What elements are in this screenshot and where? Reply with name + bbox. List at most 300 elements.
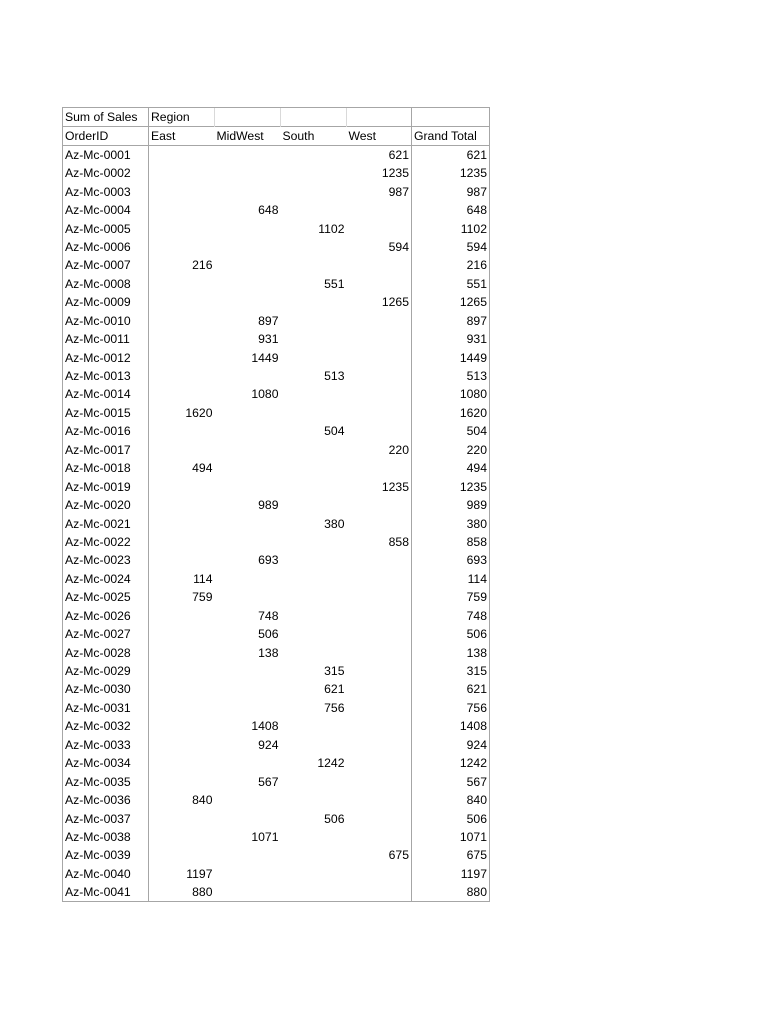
grand-total-cell[interactable]: 220 [412,441,490,459]
south-value-cell[interactable] [281,533,347,551]
table-row [63,293,490,311]
table-row [63,275,490,293]
midwest-value-cell[interactable]: 693 [258,553,279,568]
midwest-value-cell[interactable]: 1408 [251,719,279,734]
grand-total-cell[interactable]: 1242 [412,754,490,772]
table-row [63,717,490,735]
order-id-cell[interactable]: Az-Mc-0025 [63,588,149,606]
grand-total-cell[interactable]: 315 [412,662,490,680]
order-id-cell[interactable]: Az-Mc-0010 [63,312,149,330]
south-value-cell[interactable] [281,791,347,809]
order-id-cell[interactable]: Az-Mc-0013 [63,367,149,385]
south-value-cell[interactable] [281,182,347,200]
south-value-cell[interactable] [281,477,347,495]
midwest-value-cell[interactable] [215,662,281,680]
table-row [63,643,490,661]
east-value-cell[interactable] [149,146,215,165]
south-value-cell[interactable] [281,883,347,902]
east-value-cell[interactable] [149,275,215,293]
order-id-cell[interactable]: Az-Mc-0017 [63,441,149,459]
west-value-cell[interactable] [347,680,412,698]
east-value-cell[interactable] [149,441,215,459]
grand-total-cell[interactable]: 551 [412,275,490,293]
east-value-cell[interactable] [149,717,215,735]
table-row [63,625,490,643]
grand-total-cell[interactable]: 504 [412,422,490,440]
east-value-cell[interactable] [149,477,215,495]
order-id-cell[interactable]: Az-Mc-0006 [63,238,149,256]
west-value-cell[interactable] [347,330,412,348]
grand-total-cell[interactable]: 621 [412,146,490,165]
south-value-cell[interactable] [281,293,347,311]
east-value-cell[interactable] [149,643,215,661]
grand-total-cell[interactable]: 567 [412,772,490,790]
order-id-cell[interactable]: Az-Mc-0023 [63,551,149,569]
order-id-cell[interactable]: Az-Mc-0015 [63,404,149,422]
header-blank-cell [281,108,347,127]
west-value-cell[interactable] [347,662,412,680]
east-value-cell[interactable] [149,312,215,330]
east-value-cell[interactable] [149,772,215,790]
order-id-cell[interactable]: Az-Mc-0005 [63,219,149,237]
south-value-cell[interactable] [281,238,347,256]
table-row [63,588,490,606]
order-id-cell[interactable]: Az-Mc-0009 [63,293,149,311]
table-row [63,754,490,772]
south-value-cell[interactable] [281,164,347,182]
grand-total-cell[interactable]: 693 [412,551,490,569]
midwest-value-cell[interactable] [215,441,281,459]
grand-total-cell[interactable]: 1408 [412,717,490,735]
order-id-cell[interactable]: Az-Mc-0041 [63,883,149,902]
east-value-cell[interactable] [149,182,215,200]
table-row [63,201,490,219]
east-value-cell[interactable] [149,809,215,827]
table-row [63,846,490,864]
order-id-cell[interactable]: Az-Mc-0028 [63,643,149,661]
midwest-value-cell[interactable]: 1080 [251,387,279,402]
pivot-header-row-2 [63,127,490,146]
west-value-cell[interactable] [347,717,412,735]
grand-total-cell[interactable]: 748 [412,607,490,625]
order-id-cell[interactable]: Az-Mc-0036 [63,791,149,809]
table-row [63,772,490,790]
east-value-cell[interactable] [149,533,215,551]
table-row [63,865,490,883]
midwest-value-cell[interactable] [215,680,281,698]
west-value-cell[interactable]: 594 [388,239,409,254]
midwest-value-cell[interactable] [215,238,281,256]
table-row [63,809,490,827]
south-value-cell[interactable] [281,256,347,274]
grand-total-cell[interactable]: 621 [412,680,490,698]
west-value-cell[interactable]: 1265 [381,295,409,310]
table-row [63,662,490,680]
midwest-value-cell[interactable] [215,883,281,902]
west-value-cell[interactable] [347,422,412,440]
midwest-value-cell[interactable] [215,533,281,551]
order-id-cell[interactable]: Az-Mc-0019 [63,477,149,495]
south-value-cell[interactable] [281,312,347,330]
west-value-cell[interactable] [347,643,412,661]
south-value-cell[interactable] [281,551,347,569]
order-id-cell[interactable]: Az-Mc-0031 [63,699,149,717]
order-id-cell[interactable]: Az-Mc-0034 [63,754,149,772]
west-value-cell[interactable] [347,219,412,237]
midwest-value-cell[interactable] [215,404,281,422]
east-value-cell[interactable] [149,828,215,846]
west-value-cell[interactable] [347,736,412,754]
order-id-cell[interactable]: Az-Mc-0003 [63,182,149,200]
east-value-cell[interactable] [149,736,215,754]
east-value-cell[interactable] [149,607,215,625]
grand-total-cell[interactable]: 380 [412,514,490,532]
header-blank-cell [215,108,281,127]
midwest-value-cell[interactable] [215,275,281,293]
column-header-midwest[interactable]: MidWest [215,127,281,146]
order-id-cell[interactable]: Az-Mc-0030 [63,680,149,698]
order-id-cell[interactable]: Az-Mc-0020 [63,496,149,514]
grand-total-cell[interactable]: 1235 [412,164,490,182]
grand-total-cell[interactable]: 506 [412,625,490,643]
east-value-cell[interactable] [149,348,215,366]
west-value-cell[interactable] [347,883,412,902]
south-value-cell[interactable] [281,201,347,219]
order-id-cell[interactable]: Az-Mc-0018 [63,459,149,477]
grand-total-cell[interactable]: 513 [412,367,490,385]
west-value-cell[interactable]: 1235 [381,479,409,494]
east-value-cell[interactable] [149,330,215,348]
west-value-cell[interactable] [347,828,412,846]
grand-total-cell[interactable]: 1235 [412,477,490,495]
grand-total-cell[interactable]: 1197 [412,865,490,883]
grand-total-cell[interactable]: 897 [412,312,490,330]
grand-total-cell[interactable]: 138 [412,643,490,661]
midwest-value-cell[interactable]: 897 [258,313,279,328]
west-value-cell[interactable] [347,625,412,643]
east-value-cell[interactable]: 1197 [186,866,213,881]
south-value-cell[interactable] [281,607,347,625]
grand-total-cell[interactable]: 506 [412,809,490,827]
grand-total-cell[interactable]: 840 [412,791,490,809]
midwest-value-cell[interactable]: 648 [258,203,279,218]
west-value-cell[interactable] [347,570,412,588]
midwest-value-cell[interactable] [215,791,281,809]
south-value-cell[interactable] [281,772,347,790]
header-blank-cell [347,108,412,127]
midwest-value-cell[interactable]: 1071 [251,829,279,844]
east-value-cell[interactable] [149,514,215,532]
west-value-cell[interactable] [347,772,412,790]
grand-total-cell[interactable]: 987 [412,182,490,200]
midwest-value-cell[interactable] [215,182,281,200]
order-id-cell[interactable]: Az-Mc-0033 [63,736,149,754]
south-value-cell[interactable] [281,348,347,366]
table-row [63,219,490,237]
south-value-cell[interactable] [281,625,347,643]
order-id-cell[interactable]: Az-Mc-0022 [63,533,149,551]
table-row [63,477,490,495]
midwest-value-cell[interactable]: 989 [258,498,279,513]
west-value-cell[interactable] [347,404,412,422]
east-value-cell[interactable] [149,238,215,256]
west-value-cell[interactable] [347,607,412,625]
midwest-value-cell[interactable] [215,367,281,385]
midwest-value-cell[interactable] [215,256,281,274]
midwest-value-cell[interactable] [215,514,281,532]
south-value-cell[interactable] [281,330,347,348]
east-value-cell[interactable] [149,662,215,680]
west-value-cell[interactable]: 858 [388,534,409,549]
midwest-value-cell[interactable] [215,477,281,495]
grand-total-cell[interactable]: 1102 [412,219,490,237]
column-header-west[interactable]: West [347,127,412,146]
table-row [63,348,490,366]
grand-total-cell[interactable]: 494 [412,459,490,477]
west-value-cell[interactable] [347,312,412,330]
west-value-cell[interactable] [347,256,412,274]
south-value-cell[interactable] [281,736,347,754]
east-value-cell[interactable]: 494 [192,461,213,476]
east-value-cell[interactable] [149,551,215,569]
table-row [63,146,490,165]
order-id-cell[interactable]: Az-Mc-0035 [63,772,149,790]
east-value-cell[interactable]: 880 [149,883,215,902]
west-value-cell[interactable] [347,367,412,385]
midwest-value-cell[interactable] [215,754,281,772]
order-id-cell[interactable]: Az-Mc-0026 [63,607,149,625]
south-value-cell[interactable]: 513 [324,369,345,384]
orderid-field-label[interactable]: OrderID [63,127,149,146]
east-value-cell[interactable] [149,293,215,311]
column-header-grand-total[interactable]: Grand Total [412,127,490,146]
order-id-cell[interactable]: Az-Mc-0037 [63,809,149,827]
west-value-cell[interactable]: 1235 [381,166,409,181]
table-row [63,533,490,551]
order-id-cell[interactable]: Az-Mc-0039 [63,846,149,864]
east-value-cell[interactable] [149,201,215,219]
east-value-cell[interactable] [149,625,215,643]
west-value-cell[interactable] [347,514,412,532]
table-row [63,883,490,902]
grand-total-cell[interactable]: 114 [412,570,490,588]
table-row [63,570,490,588]
midwest-value-cell[interactable] [215,293,281,311]
grand-total-cell[interactable]: 858 [412,533,490,551]
south-value-cell[interactable] [281,385,347,403]
pivot-header-row-1 [63,108,490,127]
east-value-cell[interactable] [149,164,215,182]
table-row [63,164,490,182]
grand-total-cell[interactable]: 759 [412,588,490,606]
east-value-cell[interactable] [149,680,215,698]
midwest-value-cell[interactable] [215,219,281,237]
south-value-cell[interactable] [281,865,347,883]
midwest-value-cell[interactable] [215,570,281,588]
table-row [63,459,490,477]
midwest-value-cell[interactable]: 138 [258,645,279,660]
west-value-cell[interactable] [347,588,412,606]
table-row [63,404,490,422]
south-value-cell[interactable] [281,404,347,422]
south-value-cell[interactable] [281,717,347,735]
west-value-cell[interactable] [347,275,412,293]
east-value-cell[interactable] [149,367,215,385]
west-value-cell[interactable]: 621 [388,148,409,162]
order-id-cell[interactable]: Az-Mc-0002 [63,164,149,182]
south-value-cell[interactable] [281,570,347,588]
east-value-cell[interactable]: 216 [192,258,213,273]
grand-total-cell[interactable]: 931 [412,330,490,348]
west-value-cell[interactable] [347,459,412,477]
table-row [63,699,490,717]
west-value-cell[interactable] [347,699,412,717]
south-value-cell[interactable] [281,496,347,514]
header-blank-cell [412,108,490,127]
column-header-east[interactable]: East [149,127,215,146]
midwest-value-cell[interactable] [215,164,281,182]
west-value-cell[interactable] [347,865,412,883]
order-id-cell[interactable]: Az-Mc-0027 [63,625,149,643]
west-value-cell[interactable] [347,791,412,809]
table-row [63,422,490,440]
west-value-cell[interactable] [347,385,412,403]
east-value-cell[interactable] [149,422,215,440]
grand-total-cell[interactable]: 756 [412,699,490,717]
table-row [63,791,490,809]
east-value-cell[interactable] [149,699,215,717]
west-value-cell[interactable] [347,809,412,827]
midwest-value-cell[interactable] [215,846,281,864]
grand-total-cell[interactable]: 216 [412,256,490,274]
midwest-value-cell[interactable] [215,809,281,827]
grand-total-cell[interactable]: 1620 [412,404,490,422]
table-row [63,312,490,330]
midwest-value-cell[interactable] [215,865,281,883]
east-value-cell[interactable] [149,385,215,403]
east-value-cell[interactable]: 840 [192,793,213,808]
east-value-cell[interactable] [149,754,215,772]
table-row [63,238,490,256]
midwest-value-cell[interactable] [215,146,281,165]
table-row [63,736,490,754]
table-row [63,680,490,698]
table-row [63,441,490,459]
order-id-cell[interactable]: Az-Mc-0001 [63,146,149,165]
south-value-cell[interactable] [281,459,347,477]
west-value-cell[interactable]: 220 [388,442,409,457]
midwest-value-cell[interactable] [215,459,281,477]
south-value-cell[interactable]: 315 [324,664,345,679]
order-id-cell[interactable]: Az-Mc-0016 [63,422,149,440]
order-id-cell[interactable]: Az-Mc-0007 [63,256,149,274]
east-value-cell[interactable]: 114 [193,571,213,586]
south-value-cell[interactable]: 756 [324,700,345,715]
west-value-cell[interactable]: 987 [388,184,409,199]
grand-total-cell[interactable]: 594 [412,238,490,256]
west-value-cell[interactable] [347,348,412,366]
midwest-value-cell[interactable] [215,699,281,717]
west-value-cell[interactable] [347,496,412,514]
west-value-cell[interactable]: 675 [388,848,409,863]
grand-total-cell[interactable]: 648 [412,201,490,219]
sum-of-sales-label[interactable]: Sum of Sales [63,108,149,127]
south-value-cell[interactable]: 504 [324,424,345,439]
order-id-cell[interactable]: Az-Mc-0032 [63,717,149,735]
grand-total-cell[interactable]: 880 [412,883,490,902]
pivot-table [62,107,490,902]
west-value-cell[interactable] [347,551,412,569]
order-id-cell[interactable]: Az-Mc-0004 [63,201,149,219]
east-value-cell[interactable] [149,219,215,237]
midwest-value-cell[interactable]: 506 [258,627,279,642]
midwest-value-cell[interactable]: 567 [258,774,279,789]
table-row [63,514,490,532]
grand-total-cell[interactable]: 1071 [412,828,490,846]
east-value-cell[interactable]: 1620 [185,405,213,420]
south-value-cell[interactable] [281,146,347,165]
west-value-cell[interactable] [347,754,412,772]
south-value-cell[interactable]: 380 [324,516,345,531]
order-id-cell[interactable]: Az-Mc-0008 [63,275,149,293]
order-id-cell[interactable]: Az-Mc-0021 [63,514,149,532]
order-id-cell[interactable]: Az-Mc-0040 [63,865,149,883]
order-id-cell[interactable]: Az-Mc-0024 [63,570,149,588]
east-value-cell[interactable] [149,496,215,514]
south-value-cell[interactable]: 506 [324,811,345,826]
south-value-cell[interactable] [281,588,347,606]
table-row [63,607,490,625]
midwest-value-cell[interactable]: 931 [258,332,279,347]
east-value-cell[interactable]: 759 [192,590,213,605]
midwest-value-cell[interactable] [215,422,281,440]
order-id-cell[interactable]: Az-Mc-0029 [63,662,149,680]
midwest-value-cell[interactable]: 748 [258,608,279,623]
east-value-cell[interactable] [149,846,215,864]
south-value-cell[interactable]: 1242 [317,756,345,771]
south-value-cell[interactable] [281,846,347,864]
south-value-cell[interactable] [281,828,347,846]
south-value-cell[interactable]: 1102 [318,221,345,236]
order-id-cell[interactable]: Az-Mc-0011 [63,330,149,348]
grand-total-cell[interactable]: 924 [412,736,490,754]
order-id-cell[interactable]: Az-Mc-0012 [63,348,149,366]
table-row [63,496,490,514]
order-id-cell[interactable]: Az-Mc-0038 [63,828,149,846]
midwest-value-cell[interactable]: 924 [258,737,279,752]
order-id-cell[interactable]: Az-Mc-0014 [63,385,149,403]
grand-total-cell[interactable]: 1265 [412,293,490,311]
table-row [63,367,490,385]
grand-total-cell[interactable]: 675 [412,846,490,864]
table-row [63,330,490,348]
south-value-cell[interactable] [281,441,347,459]
table-row [63,256,490,274]
south-value-cell[interactable]: 551 [324,276,345,291]
south-value-cell[interactable]: 621 [324,682,345,697]
midwest-value-cell[interactable] [215,588,281,606]
west-value-cell[interactable] [347,201,412,219]
table-row [63,551,490,569]
grand-total-cell[interactable]: 1080 [412,385,490,403]
table-row [63,182,490,200]
midwest-value-cell[interactable]: 1449 [251,350,279,365]
grand-total-cell[interactable]: 989 [412,496,490,514]
column-header-south[interactable]: South [281,127,347,146]
south-value-cell[interactable] [281,643,347,661]
grand-total-cell[interactable]: 1449 [412,348,490,366]
region-field-label[interactable]: Region [149,108,215,127]
